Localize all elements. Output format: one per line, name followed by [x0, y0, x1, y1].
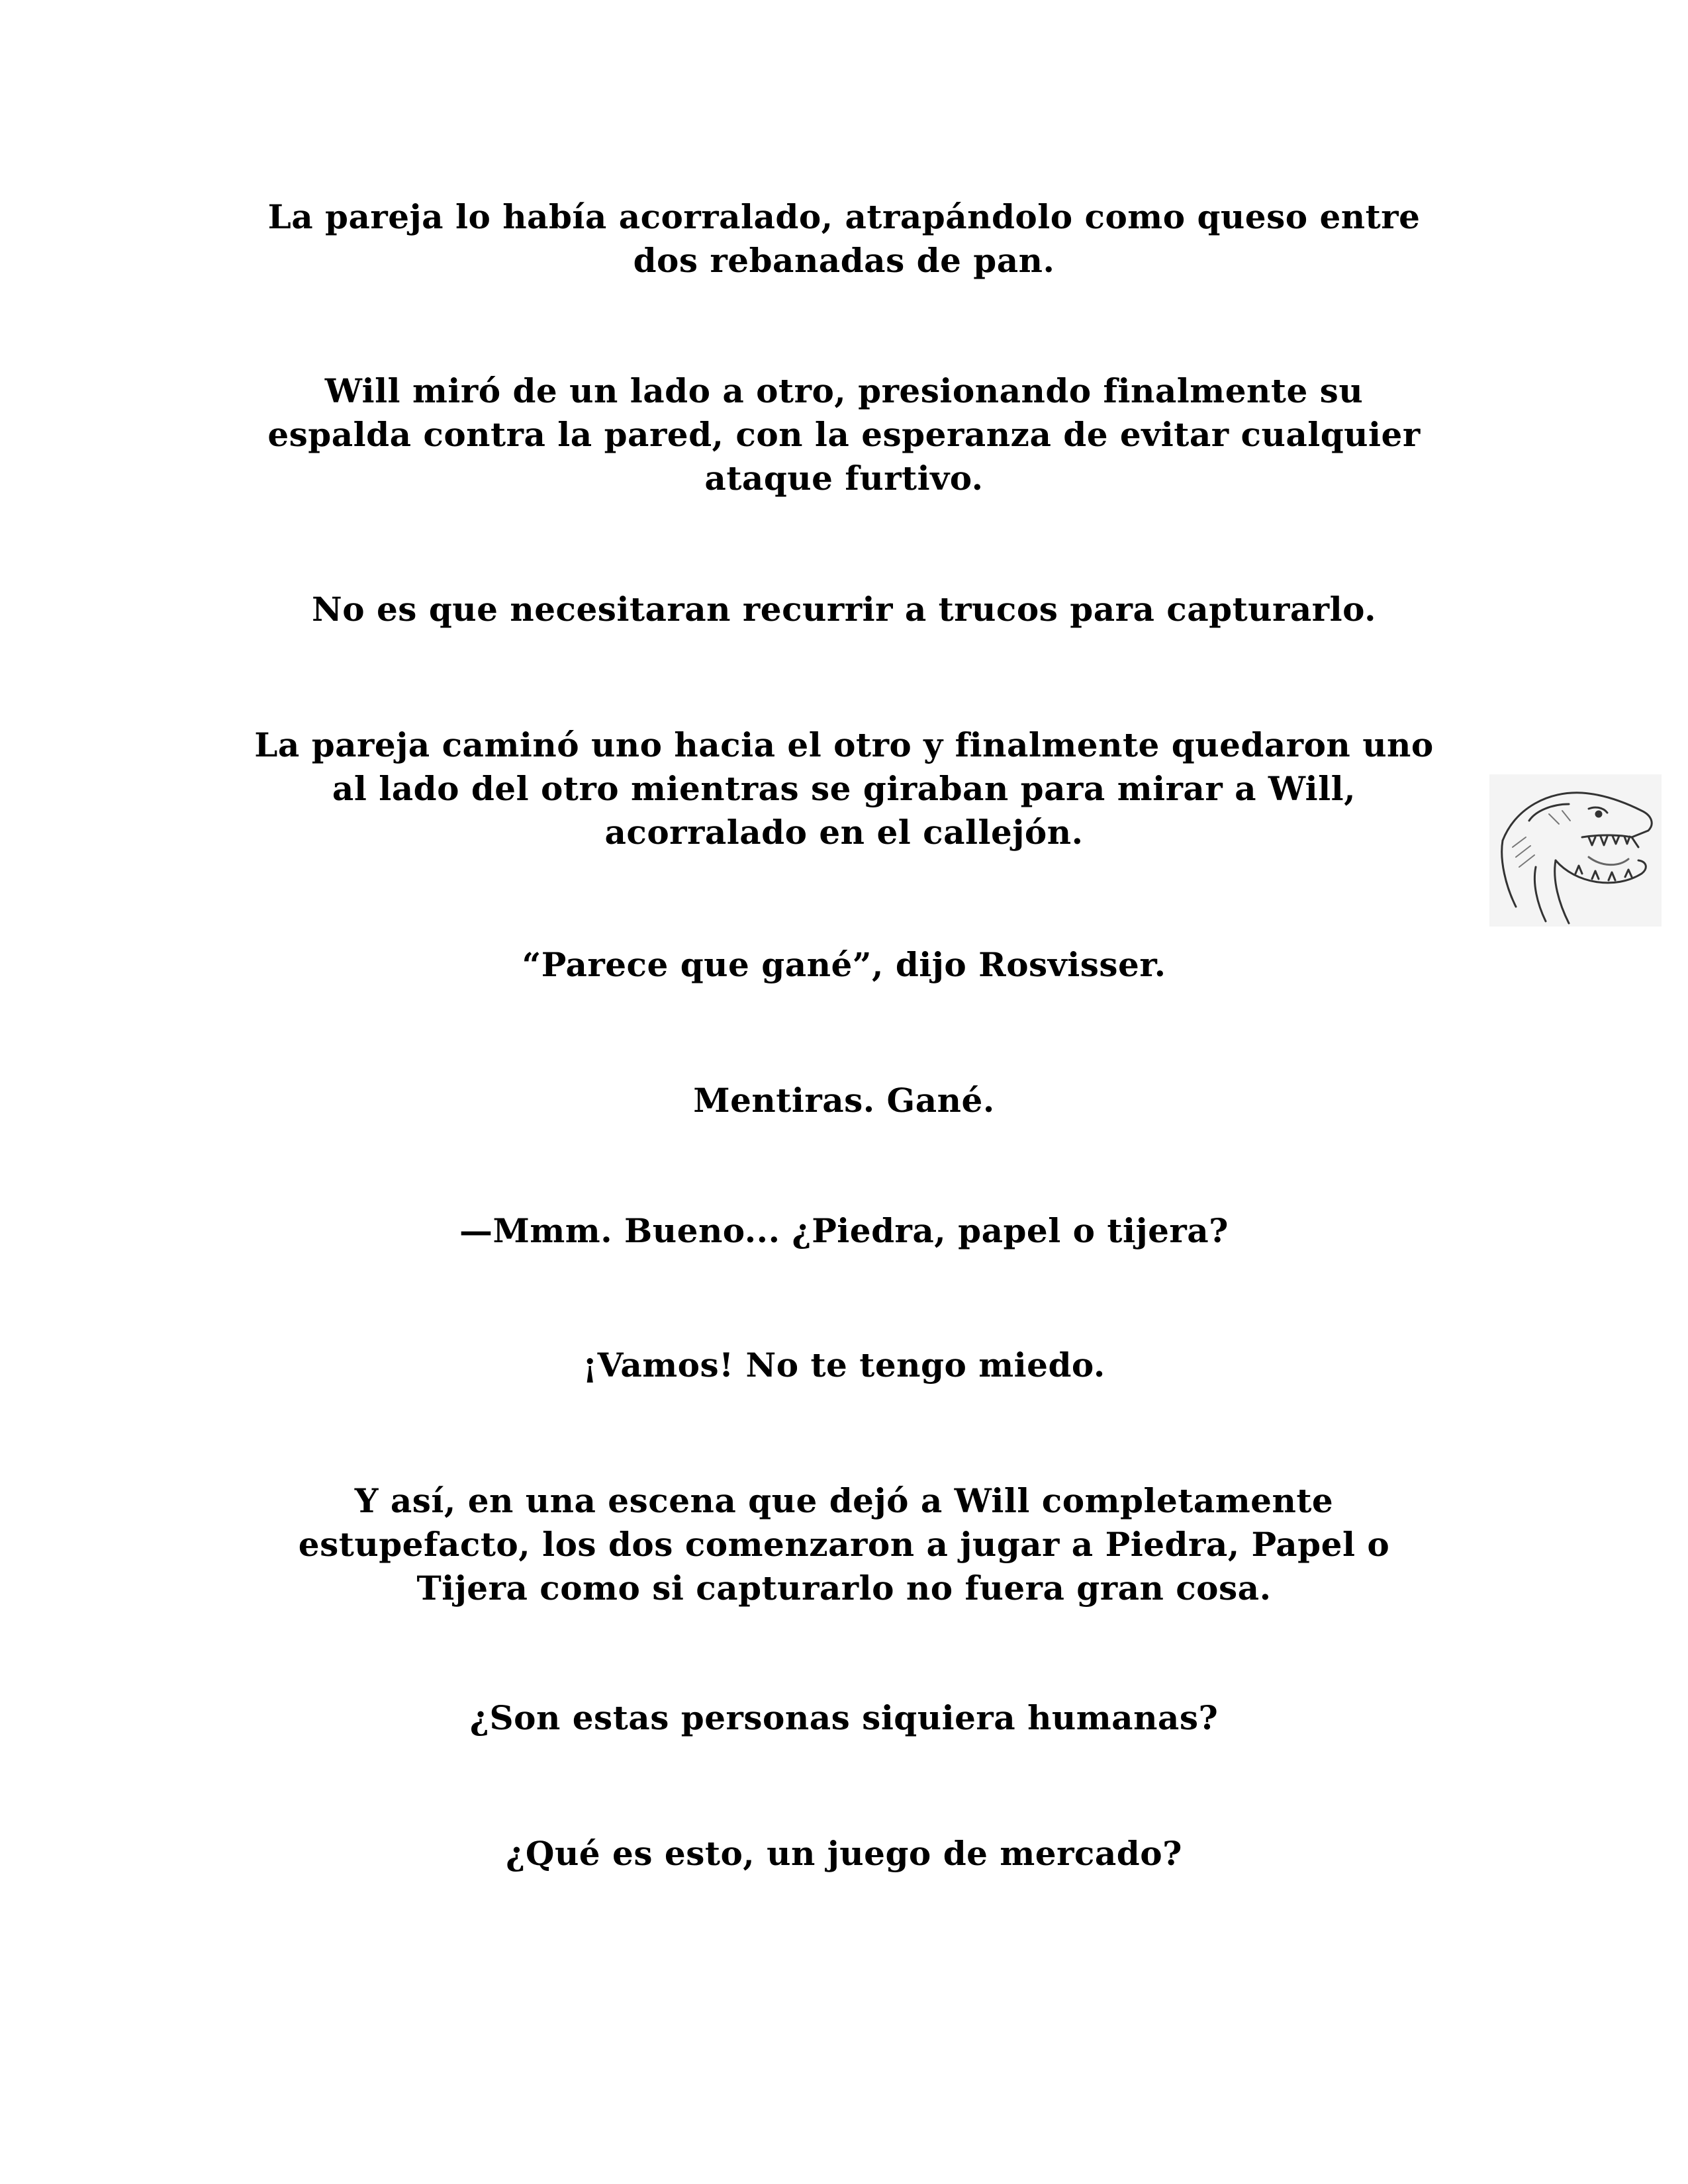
paragraph-3: No es que necesitaran recurrir a trucos para capturarlo. [312, 590, 1376, 629]
paragraph-2: Will miró de un lado a otro, presionando finalmente su espalda contra la pared, con la esperanza de evitar cualquier ataque furtivo. [267, 371, 1421, 498]
paragraph-11: ¿Qué es esto, un juego de mercado? [506, 1834, 1182, 1873]
paragraph-9: Y así, en una escena que dejó a Will completamente estupefacto, los dos comenzaron a jugar a Piedra, Papel o Tijera como si capturarlo no fuera gran cosa. [298, 1481, 1390, 1608]
paragraph-6: Mentiras. Gané. [693, 1081, 995, 1120]
dinosaur-head-icon [1489, 774, 1662, 927]
paragraph-10: ¿Son estas personas siquiera humanas? [469, 1698, 1219, 1737]
paragraph-7: —Mmm. Bueno... ¿Piedra, papel o tijera? [459, 1211, 1229, 1250]
paragraph-5: “Parece que gané”, dijo Rosvisser. [522, 945, 1166, 984]
paragraph-4: La pareja caminó uno hacia el otro y finalmente quedaron uno al lado del otro mientras se giraban para mirar a Will, acorralado en el callejón. [254, 725, 1434, 852]
paragraph-8: ¡Vamos! No te tengo miedo. [583, 1345, 1105, 1385]
paragraph-1: La pareja lo había acorralado, atrapándolo como queso entre dos rebanadas de pan. [267, 197, 1421, 280]
